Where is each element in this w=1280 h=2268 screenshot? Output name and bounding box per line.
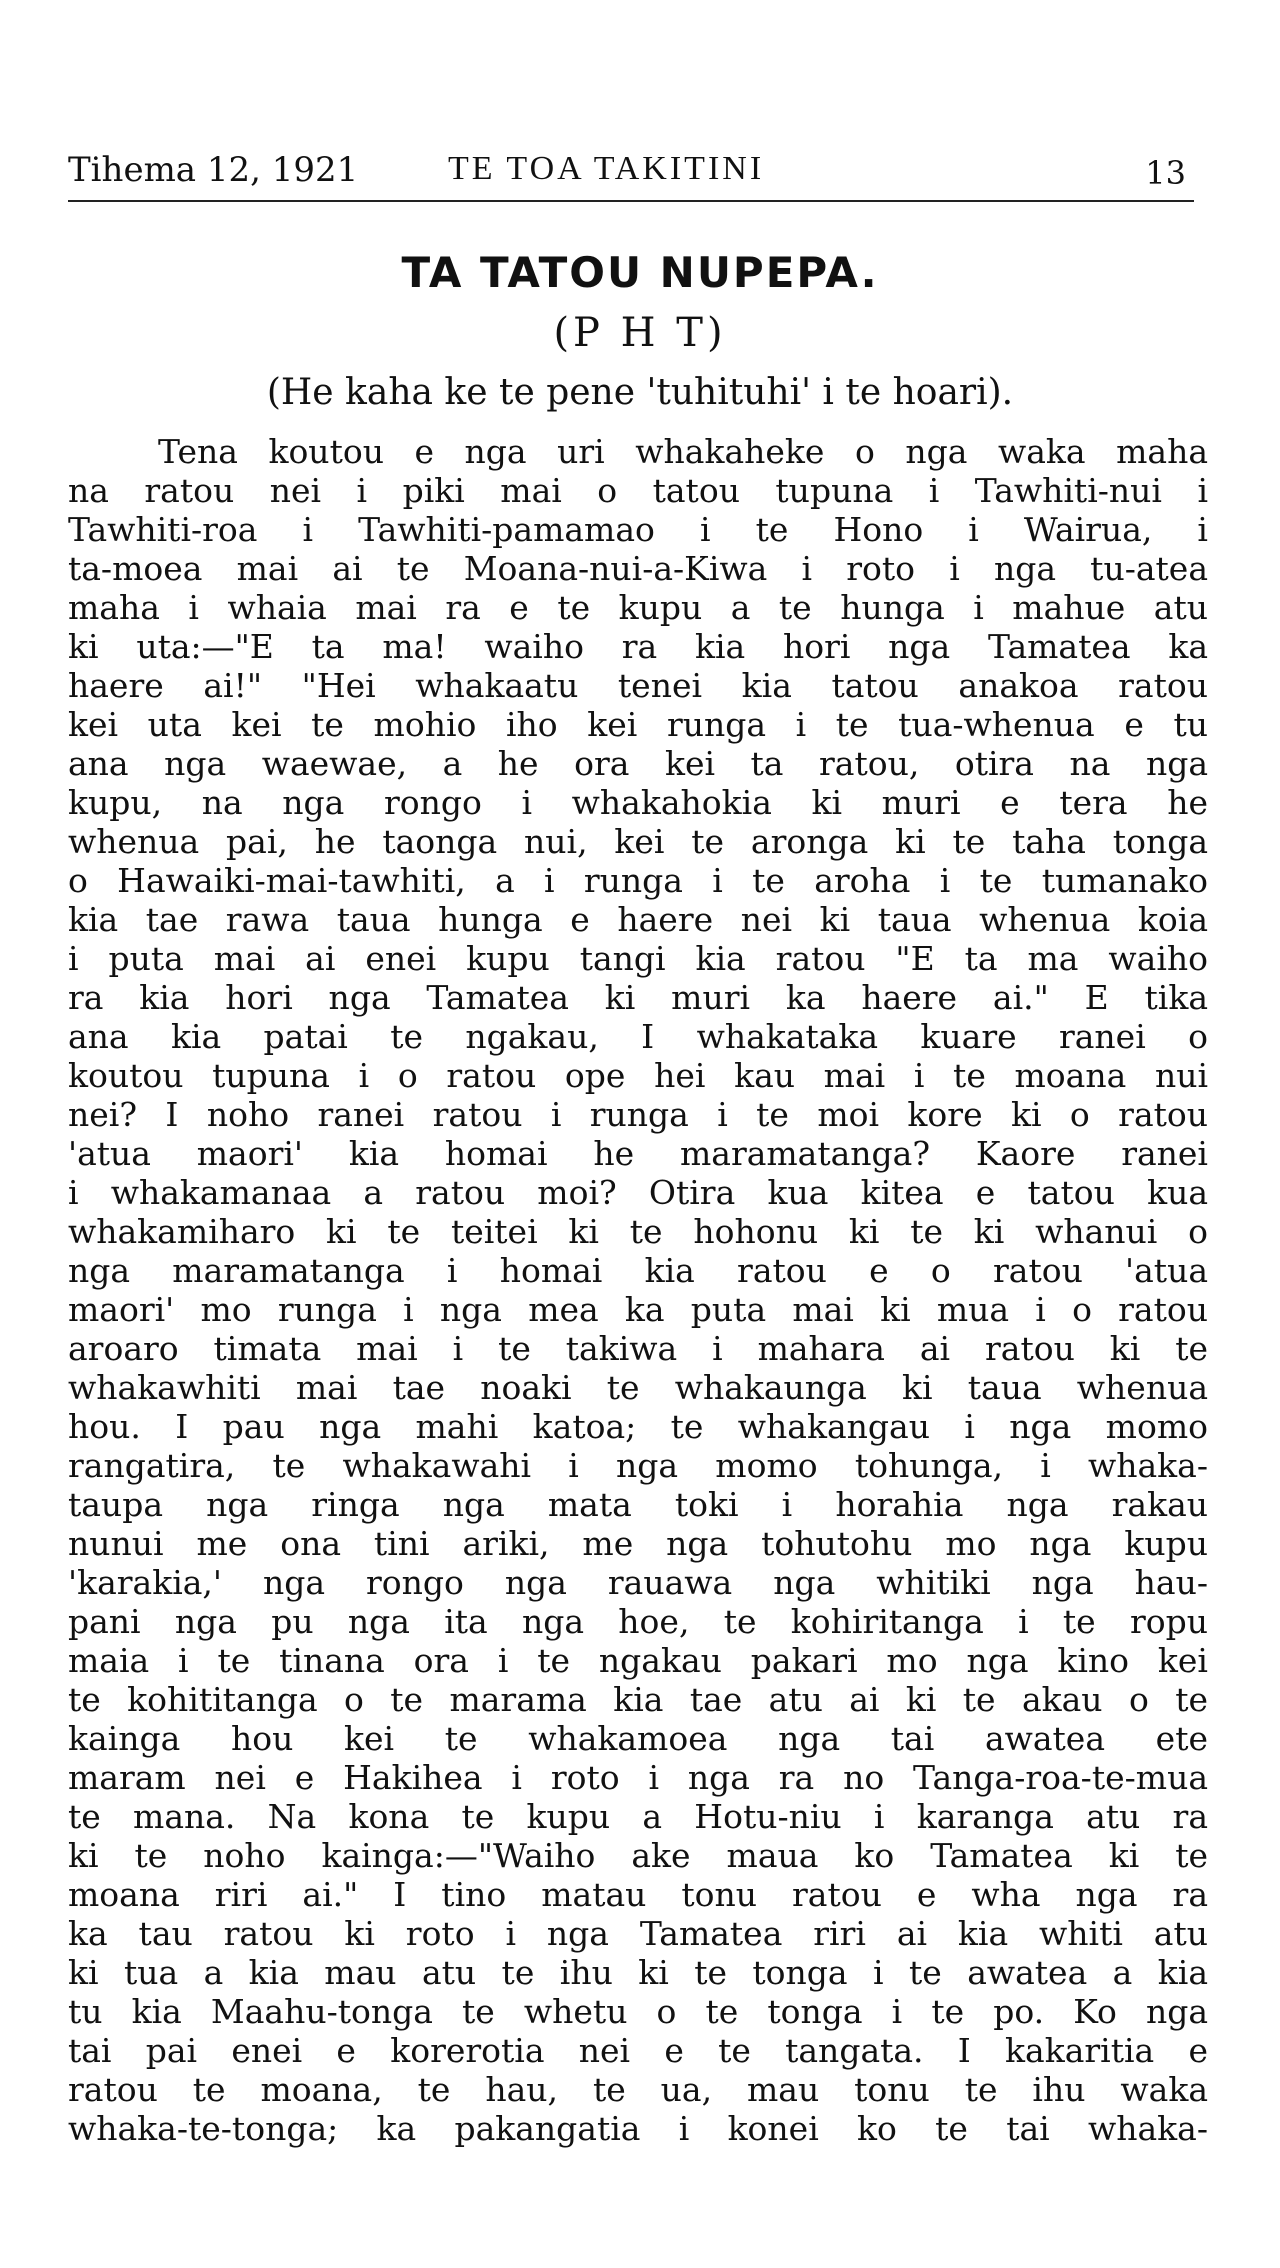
body-line: ki te noho kainga:—"Waiho ake maua ko Tamatea ki te xyxy=(68,1836,1208,1875)
article-title: TA TATOU NUPEPA. xyxy=(401,248,879,297)
article-subtitle: (He kaha ke te pene 'tuhituhi' i te hoari). xyxy=(266,372,1014,413)
article-attribution: (P H T) xyxy=(553,310,727,356)
body-line: ki tua a kia mau atu te ihu ki te tonga i te awatea a kia xyxy=(68,1953,1208,1992)
body-line: kupu, na nga rongo i whakahokia ki muri e tera he xyxy=(68,783,1208,822)
body-line: ra kia hori nga Tamatea ki muri ka haere ai." E tika xyxy=(68,978,1208,1017)
body-line: moana riri ai." I tino matau tonu ratou e wha nga ra xyxy=(68,1875,1208,1914)
body-line: kia tae rawa taua hunga e haere nei ki taua whenua koia xyxy=(68,900,1208,939)
body-line: te mana. Na kona te kupu a Hotu-niu i karanga atu ra xyxy=(68,1797,1208,1836)
body-line: tai pai enei e korerotia nei e te tangata. I kakaritia e xyxy=(68,2031,1208,2070)
body-line: tu kia Maahu-tonga te whetu o te tonga i te po. Ko nga xyxy=(68,1992,1208,2031)
running-head xyxy=(68,150,1194,202)
body-line: hou. I pau nga mahi katoa; te whakangau i nga momo xyxy=(68,1407,1208,1446)
issue-date: Tihema 12, 1921 xyxy=(68,150,359,190)
body-line: pani nga pu nga ita nga hoe, te kohiritanga i te ropu xyxy=(68,1602,1208,1641)
body-line: nunui me ona tini ariki, me nga tohutohu mo nga kupu xyxy=(68,1524,1208,1563)
body-line: ana kia patai te ngakau, I whakataka kuare ranei o xyxy=(68,1017,1208,1056)
body-line: i puta mai ai enei kupu tangi kia ratou "E ta ma waiho xyxy=(68,939,1208,978)
body-line: haere ai!" "Hei whakaatu tenei kia tatou anakoa ratou xyxy=(68,666,1208,705)
body-line: whaka-te-tonga; ka pakangatia i konei ko te tai whaka- xyxy=(68,2109,1208,2148)
body-line: Tawhiti-roa i Tawhiti-pamamao i te Hono i Wairua, i xyxy=(68,510,1208,549)
body-line: ki uta:—"E ta ma! waiho ra kia hori nga Tamatea ka xyxy=(68,627,1208,666)
body-line: taupa nga ringa nga mata toki i horahia nga rakau xyxy=(68,1485,1208,1524)
body-line: whakawhiti mai tae noaki te whakaunga ki taua whenua xyxy=(68,1368,1208,1407)
body-line: te kohititanga o te marama kia tae atu ai ki te akau o te xyxy=(68,1680,1208,1719)
body-line: maram nei e Hakihea i roto i nga ra no Tanga-roa-te-mua xyxy=(68,1758,1208,1797)
body-line: maha i whaia mai ra e te kupu a te hunga i mahue atu xyxy=(68,588,1208,627)
body-line: kainga hou kei te whakamoea nga tai awatea ete xyxy=(68,1719,1208,1758)
body-line: ka tau ratou ki roto i nga Tamatea riri ai kia whiti atu xyxy=(68,1914,1208,1953)
body-line: maori' mo runga i nga mea ka puta mai ki mua i o ratou xyxy=(68,1290,1208,1329)
body-line: na ratou nei i piki mai o tatou tupuna i Tawhiti-nui i xyxy=(68,471,1208,510)
body-line: whakamiharo ki te teitei ki te hohonu ki te ki whanui o xyxy=(68,1212,1208,1251)
newspaper-title: TE TOA TAKITINI xyxy=(448,150,765,187)
page-number: 13 xyxy=(1145,154,1186,192)
body-line: whenua pai, he taonga nui, kei te aronga ki te taha tonga xyxy=(68,822,1208,861)
body-line: nga maramatanga i homai kia ratou e o ratou 'atua xyxy=(68,1251,1208,1290)
body-line: 'karakia,' nga rongo nga rauawa nga whitiki nga hau- xyxy=(68,1563,1208,1602)
body-line: nei? I noho ranei ratou i runga i te moi kore ki o ratou xyxy=(68,1095,1208,1134)
body-line: maia i te tinana ora i te ngakau pakari mo nga kino kei xyxy=(68,1641,1208,1680)
body-line: aroaro timata mai i te takiwa i mahara ai ratou ki te xyxy=(68,1329,1208,1368)
body-line: kei uta kei te mohio iho kei runga i te tua-whenua e tu xyxy=(68,705,1208,744)
body-line: koutou tupuna i o ratou ope hei kau mai i te moana nui xyxy=(68,1056,1208,1095)
body-line: ana nga waewae, a he ora kei ta ratou, otira na nga xyxy=(68,744,1208,783)
body-line: o Hawaiki-mai-tawhiti, a i runga i te aroha i te tumanako xyxy=(68,861,1208,900)
body-line: ratou te moana, te hau, te ua, mau tonu te ihu waka xyxy=(68,2070,1208,2109)
body-line: rangatira, te whakawahi i nga momo tohunga, i whaka- xyxy=(68,1446,1208,1485)
body-line: Tena koutou e nga uri whakaheke o nga waka maha xyxy=(158,432,1208,471)
body-line: 'atua maori' kia homai he maramatanga? Kaore ranei xyxy=(68,1134,1208,1173)
article-body xyxy=(68,432,1208,2148)
body-line: ta-moea mai ai te Moana-nui-a-Kiwa i roto i nga tu-atea xyxy=(68,549,1208,588)
body-line: i whakamanaa a ratou moi? Otira kua kitea e tatou kua xyxy=(68,1173,1208,1212)
